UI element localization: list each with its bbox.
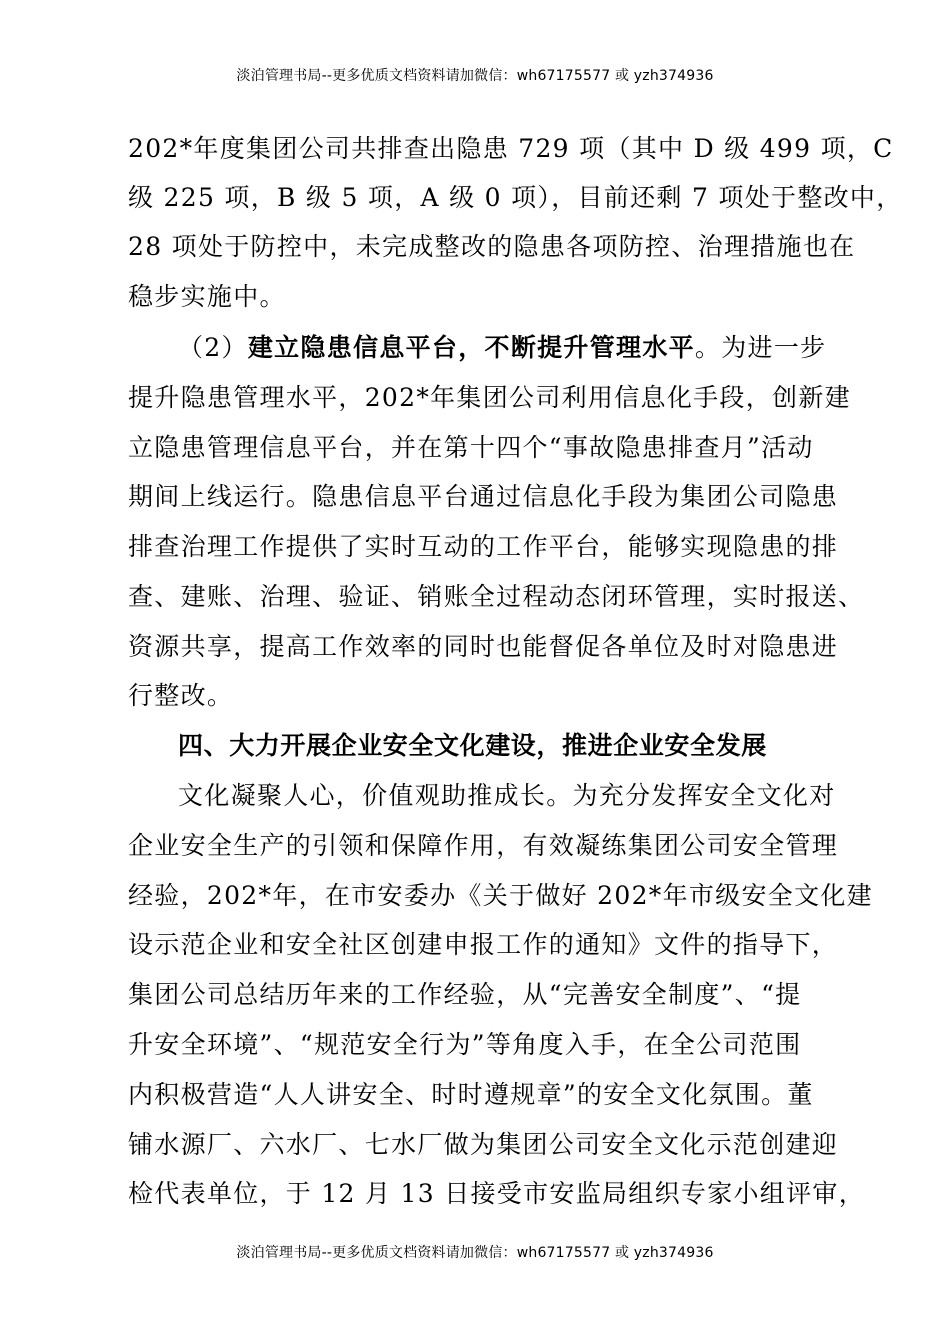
body-line: 经验，202*年，在市安委办《关于做好 202*年市级安全文化建 [128,881,873,910]
body-line: 企业安全生产的引领和保障作用，有效凝练集团公司安全管理 [128,831,839,860]
body-line: 内积极营造“人人讲安全、时时遵规章”的安全文化氛围。董 [128,1080,814,1109]
body-line: 级 225 项，B 级 5 项，A 级 0 项），目前还剩 7 项处于整改中， [128,183,903,212]
body-line: 202*年度集团公司共排查出隐患 729 项（其中 D 级 499 项，C [128,134,894,163]
body-line: 资源共享，提高工作效率的同时也能督促各单位及时对隐患进 [128,632,839,661]
body-line: 行整改。 [128,681,234,710]
subsection-title: 建立隐患信息平台，不断提升管理水平 [247,333,695,362]
page-footer-banner: 淡泊管理书局--更多优质文档资料请加微信：wh67175577 或 yzh374936 [236,1245,714,1261]
body-line: 28 项处于防控中，未完成整改的隐患各项防控、治理措施也在 [128,232,856,261]
body-line: 设示范企业和安全社区创建申报工作的通知》文件的指导下， [128,930,839,959]
subsection-lead-rest: 。为进一步 [694,333,827,362]
body-line: 铺水源厂、六水厂、七水厂做为集团公司安全文化示范创建迎 [128,1130,839,1159]
subsection-lead-line [178,332,826,364]
body-line: 检代表单位，于 12 月 13 日接受市安监局组织专家小组评审， [128,1179,866,1208]
body-line: 文化凝聚人心，价值观助推成长。为充分发挥安全文化对 [178,781,836,810]
body-line: 查、建账、治理、验证、销账全过程动态闭环管理，实时报送、 [128,582,865,611]
body-line: 集团公司总结历年来的工作经验，从“完善安全制度”、“提 [128,980,802,1009]
page-header-banner: 淡泊管理书局--更多优质文档资料请加微信：wh67175577 或 yzh374936 [236,68,714,84]
body-line: 稳步实施中。 [128,282,286,311]
body-line: 排查治理工作提供了实时互动的工作平台，能够实现隐患的排 [128,532,839,561]
body-line: 立隐患管理信息平台，并在第十四个“事故隐患排查月”活动 [128,433,814,462]
body-line: 升安全环境”、“规范安全行为”等角度入手，在全公司范围 [128,1030,802,1059]
body-line: 期间上线运行。隐患信息平台通过信息化手段为集团公司隐患 [128,482,839,511]
subsection-number: （2） [178,333,248,362]
body-line: 提升隐患管理水平，202*年集团公司利用信息化手段，创新建 [128,383,851,412]
section-heading: 四、大力开展企业安全文化建设，推进企业安全发展 [178,731,767,760]
